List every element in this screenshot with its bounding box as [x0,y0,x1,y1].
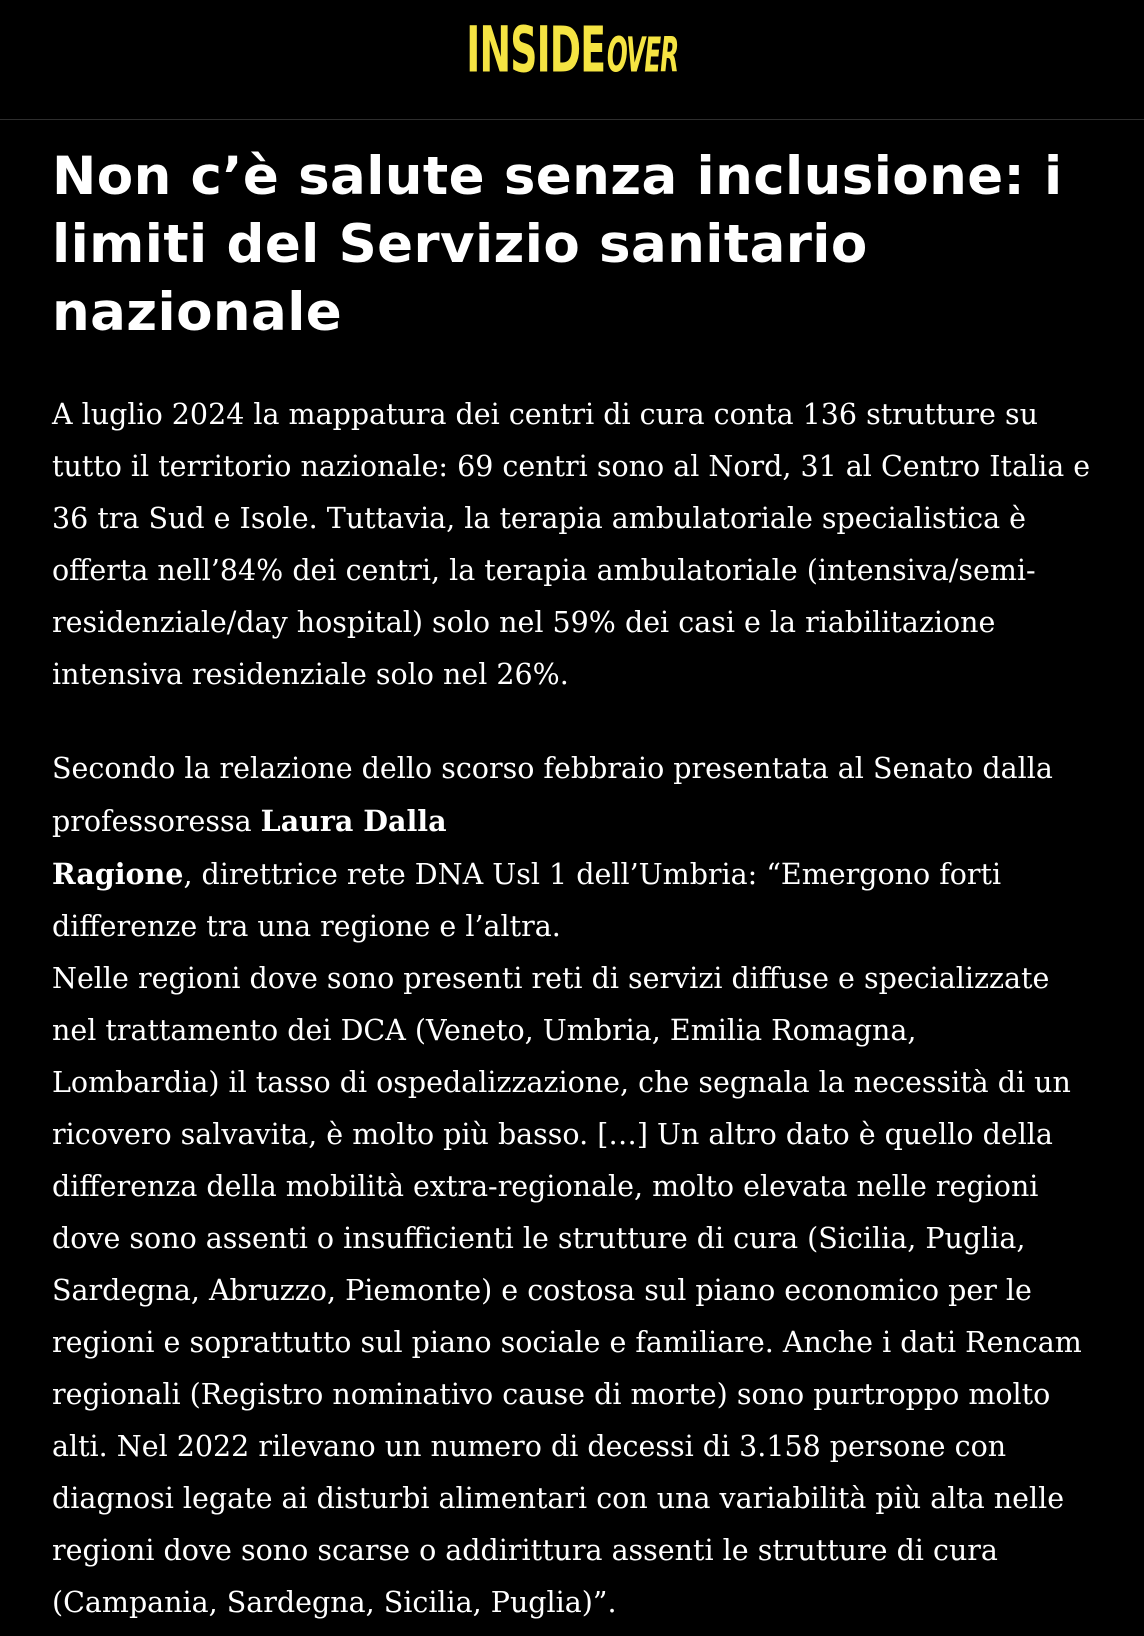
insideover-logo[interactable] [465,11,679,87]
paragraph-1: A luglio 2024 la mappatura dei centri di cura conta 136 strutture su tutto il territorio nazionale: 69 centri sono al Nord, 31 al Centro Italia e 36 tra Sud e Isole. Tuttavia, la terapia ambulatoriale specialistica è offerta nell’84% dei centri, la terapia ambulatoriale (intensiva/semi-residenziale/day hospital) solo nel 59% dei casi e la riabilitazione intensiva residenziale solo nel 26%. [52,398,1091,691]
paragraph-3: Nelle regioni dove sono presenti reti di servizi diffuse e specializzate nel trattamento dei DCA (Veneto, Umbria, Emilia Romagna, Lombardia) il tasso di ospedalizzazione, che segnala la necessità di un ricovero salvavita, è molto più basso. […] Un altro dato è quello della differenza della mobilità extra-regionale, molto elevata nelle regioni dove sono assenti o insufficienti le strutture di cura (Sicilia, Puglia, Sardegna, Abruzzo, Piemonte) e costosa sul piano economico per le regioni e soprattutto sul piano sociale e familiare. Anche i dati Rencam regionali (Registro nominativo cause di morte) sono purtroppo molto alti. Nel 2022 rilevano un numero di decessi di 3.158 persone con diagnosi legate ai disturbi alimentari con una variabilità più alta nelle regioni dove sono scarse o addirittura assenti le strutture di cura (Campania, Sardegna, Sicilia, Puglia)”. [52,962,1082,1619]
paragraph-2-intro: Secondo la relazione dello scorso febbraio presentata al Senato dalla professoressa [52,752,1053,838]
article-body [52,389,1092,1629]
site-header [0,0,1144,120]
article-title: Non c’è salute senza inclusione: i limiti del Servizio sanitario nazionale [52,146,1063,343]
person-name-second-line: Ragione [52,857,184,891]
paragraph-2-rest: , direttrice rete DNA Usl 1 dell’Umbria: “Emergono forti differenze tra una regione e l’altra. [52,858,1002,943]
logo-over-text: OVER [606,27,679,84]
person-name-first-line: Laura Dalla [260,804,447,838]
logo-inside-text: INSIDE [465,11,605,87]
paragraph-2 [52,743,1092,953]
